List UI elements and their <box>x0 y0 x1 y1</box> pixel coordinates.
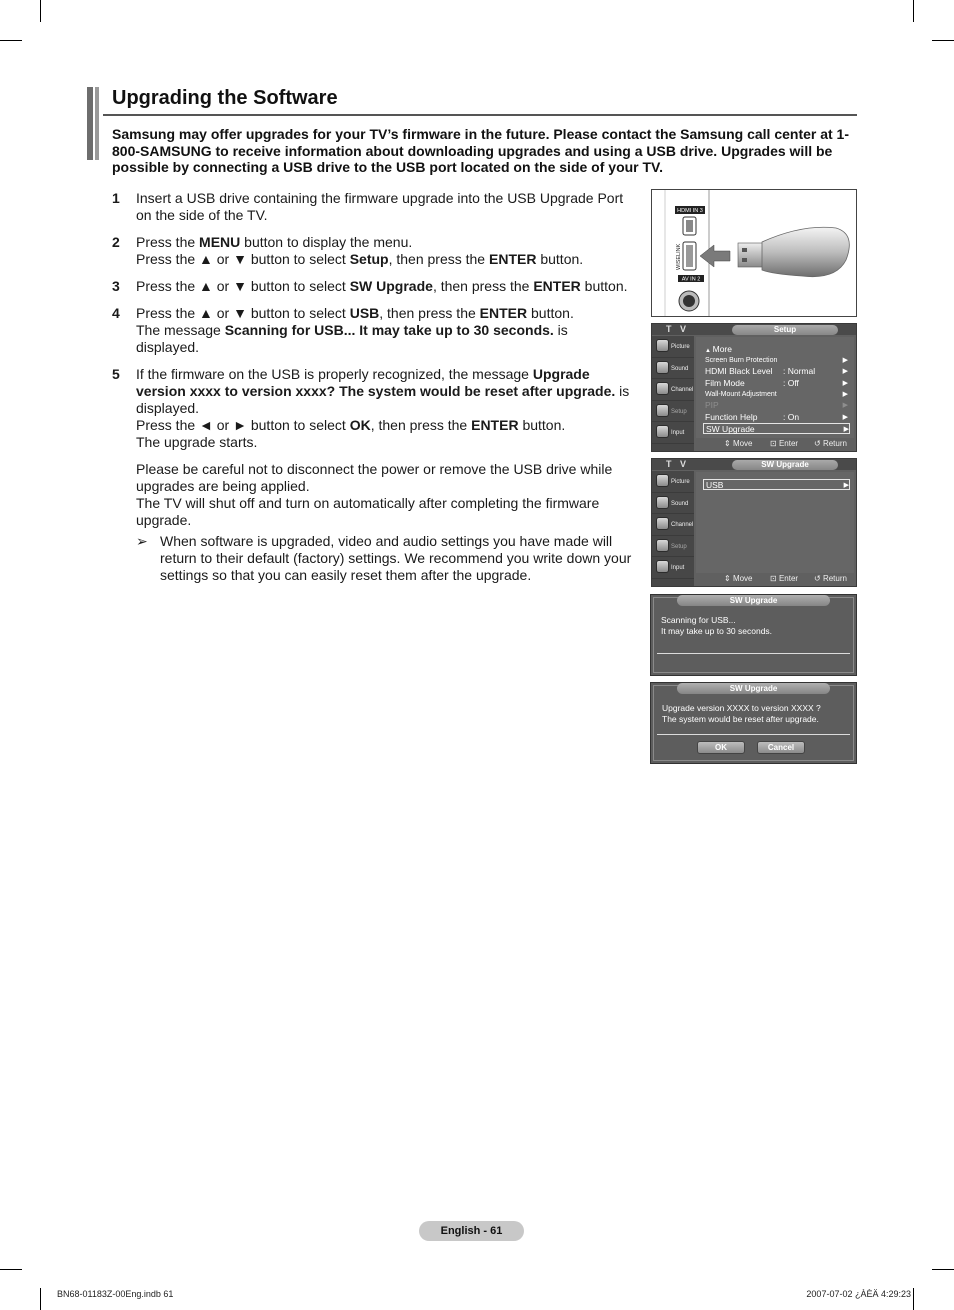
menu-item-sw-upgrade[interactable]: SW Upgrade ▶ <box>703 423 850 434</box>
osd-tv-label: T V <box>666 324 690 334</box>
note-arrow-icon: ➢ <box>136 533 148 549</box>
scanning-dialog <box>650 594 857 676</box>
right-arrow-icon: ▶ <box>842 380 848 387</box>
menu-item-pip: PIP ▶ <box>705 400 848 410</box>
return-icon: ↺ <box>814 574 823 583</box>
svg-text:WISELINK: WISELINK <box>676 243 682 270</box>
note-text: When software is upgraded, video and audio settings you have made will return to their default (factory) settings. We recommend you write down your settings so that you can easily reset them after the upgrade. <box>160 533 632 583</box>
sidebar-item-setup[interactable]: Setup <box>652 536 694 558</box>
scan-message-line1: Scanning for USB... <box>661 615 736 625</box>
step-text: Press the ▲ or ▼ button to select USB, then press the ENTER button. <box>136 305 574 321</box>
menu-item-hdmi-black[interactable]: HDMI Black Level : Normal ▶ <box>705 366 848 376</box>
step-number: 2 <box>112 234 120 250</box>
crop-mark <box>0 1269 22 1270</box>
picture-icon <box>656 339 669 352</box>
steps-list <box>112 190 632 594</box>
right-arrow-icon: ▶ <box>843 426 849 433</box>
right-arrow-icon: ▶ <box>843 482 849 489</box>
step-text: If the firmware on the USB is properly recognized, the message Upgrade version xxxx to version xxxx? The system would be reset after upgrade. is displayed. <box>136 366 630 416</box>
updown-icon: ⇕ <box>724 439 733 448</box>
sidebar-item-picture[interactable]: Picture <box>652 471 694 493</box>
crop-mark <box>40 0 41 22</box>
menu-item-function-help[interactable]: Function Help : On ▶ <box>705 412 848 422</box>
osd-tab-setup: Setup <box>732 325 838 335</box>
step-text: Press the MENU button to display the menu. <box>136 234 413 250</box>
cancel-button[interactable]: Cancel <box>757 741 805 754</box>
step-number: 1 <box>112 190 120 206</box>
svg-text:AV IN 2: AV IN 2 <box>681 276 701 283</box>
enter-icon: ⊡ <box>770 439 779 448</box>
sidebar-item-setup[interactable]: Setup <box>652 401 694 423</box>
usb-drive-image <box>652 190 857 317</box>
enter-hint: ⊡ Enter <box>770 439 799 448</box>
step-1 <box>112 190 632 224</box>
note <box>136 533 632 584</box>
right-arrow-icon: ▶ <box>842 357 848 364</box>
crop-mark <box>932 40 954 41</box>
upgrade-message-line1: Upgrade version XXXX to version XXXX ? <box>662 703 821 713</box>
step-5 <box>112 366 632 584</box>
step-text: Press the ▲ or ▼ button to select Setup, then press the ENTER button. <box>136 251 584 267</box>
shutdown-text: The TV will shut off and turn on automatically after completing the firmware upgrade. <box>136 495 600 528</box>
osd-footer <box>696 574 854 585</box>
sidebar-item-input[interactable]: Input <box>652 422 694 444</box>
osd-sidebar <box>652 336 694 451</box>
setup-menu-screen <box>651 323 857 452</box>
osd-sidebar <box>652 471 694 586</box>
osd-tab-sw-upgrade: SW Upgrade <box>732 460 838 470</box>
step-text: Press the ▲ or ▼ button to select SW Upgrade, then press the ENTER button. <box>136 278 628 294</box>
svg-text:HDMI IN 3: HDMI IN 3 <box>677 208 703 214</box>
step-text: Insert a USB drive containing the firmware upgrade into the USB Upgrade Port on the side of the TV. <box>136 190 624 223</box>
step-text: Press the ◄ or ► button to select OK, then press the ENTER button. <box>136 417 566 433</box>
upgrade-confirm-dialog <box>650 682 857 764</box>
step-number: 3 <box>112 278 120 294</box>
move-hint: ⇕ Move <box>724 574 753 583</box>
menu-item-screen-burn[interactable]: Screen Burn Protection ▶ <box>705 357 848 364</box>
channel-icon <box>656 517 669 530</box>
sidebar-item-picture[interactable]: Picture <box>652 336 694 358</box>
caution-text: Please be careful not to disconnect the power or remove the USB drive while upgrades are being applied. <box>136 461 613 494</box>
crop-mark <box>913 0 914 22</box>
title-rule <box>103 114 857 116</box>
upgrade-message-line2: The system would be reset after upgrade. <box>662 714 819 724</box>
input-icon <box>656 425 669 438</box>
menu-item-usb[interactable]: USB ▶ <box>703 479 850 490</box>
sidebar-item-sound[interactable]: Sound <box>652 493 694 515</box>
menu-item-more[interactable]: ▲ More <box>705 344 732 354</box>
setup-icon <box>656 539 669 552</box>
move-hint: ⇕ Move <box>724 439 753 448</box>
sw-upgrade-menu-screen <box>651 458 857 587</box>
channel-icon <box>656 382 669 395</box>
footer-timestamp: 2007-07-02 ¿ÀÈÄ 4:29:23 <box>806 1289 911 1299</box>
osd-tv-label: T V <box>666 459 690 469</box>
crop-mark <box>0 40 22 41</box>
menu-item-wall-mount[interactable]: Wall-Mount Adjustment ▶ <box>705 391 848 398</box>
return-hint: ↺ Return <box>814 574 847 583</box>
dialog-title: SW Upgrade <box>677 683 830 694</box>
sidebar-item-channel[interactable]: Channel <box>652 379 694 401</box>
return-icon: ↺ <box>814 439 823 448</box>
right-arrow-icon: ▶ <box>842 414 848 421</box>
page-number-badge: English - 61 <box>419 1221 524 1241</box>
crop-mark <box>913 1288 914 1310</box>
dialog-rule <box>657 653 850 654</box>
osd-menu-list <box>696 472 854 573</box>
crop-mark <box>932 1269 954 1270</box>
dialog-title: SW Upgrade <box>677 595 830 606</box>
step-number: 5 <box>112 366 120 382</box>
title-accent-bar <box>87 87 93 160</box>
sound-icon <box>656 361 669 374</box>
updown-icon: ⇕ <box>724 574 733 583</box>
step-2 <box>112 234 632 268</box>
input-icon <box>656 560 669 573</box>
return-hint: ↺ Return <box>814 439 847 448</box>
right-arrow-icon: ▶ <box>842 402 848 409</box>
dialog-rule <box>657 734 850 735</box>
intro-paragraph: Samsung may offer upgrades for your TV’s firmware in the future. Please contact the Samsung call center at 1-800-SAMSUNG to receive information about downloading upgrades and using a USB drive. Upgrades will be possible by connecting a USB drive to the USB port located on the side of your TV. <box>112 126 850 175</box>
step-number: 4 <box>112 305 120 321</box>
step-text: The upgrade starts. <box>136 434 258 450</box>
enter-hint: ⊡ Enter <box>770 574 799 583</box>
sound-icon <box>656 496 669 509</box>
step-text: The message Scanning for USB... It may take up to 30 seconds. is displayed. <box>136 322 568 355</box>
usb-port-illustration <box>651 189 857 317</box>
page-title: Upgrading the Software <box>112 87 338 109</box>
sidebar-item-sound[interactable]: Sound <box>652 358 694 380</box>
picture-icon <box>656 474 669 487</box>
menu-item-film-mode[interactable]: Film Mode : Off ▶ <box>705 378 848 388</box>
enter-icon: ⊡ <box>770 574 779 583</box>
footer-file-info: BN68-01183Z-00Eng.indb 61 <box>57 1289 174 1299</box>
step-3 <box>112 278 632 295</box>
ok-button[interactable]: OK <box>697 741 745 754</box>
up-arrow-icon: ▲ <box>705 348 713 354</box>
title-accent-bar <box>95 87 99 160</box>
setup-icon <box>656 404 669 417</box>
sidebar-item-input[interactable]: Input <box>652 557 694 579</box>
step-4 <box>112 305 632 356</box>
sidebar-item-channel[interactable]: Channel <box>652 514 694 536</box>
crop-mark <box>40 1288 41 1310</box>
right-arrow-icon: ▶ <box>842 391 848 398</box>
osd-footer <box>696 439 854 450</box>
right-arrow-icon: ▶ <box>842 368 848 375</box>
osd-menu-list <box>696 337 854 438</box>
scan-message-line2: It may take up to 30 seconds. <box>661 626 773 636</box>
